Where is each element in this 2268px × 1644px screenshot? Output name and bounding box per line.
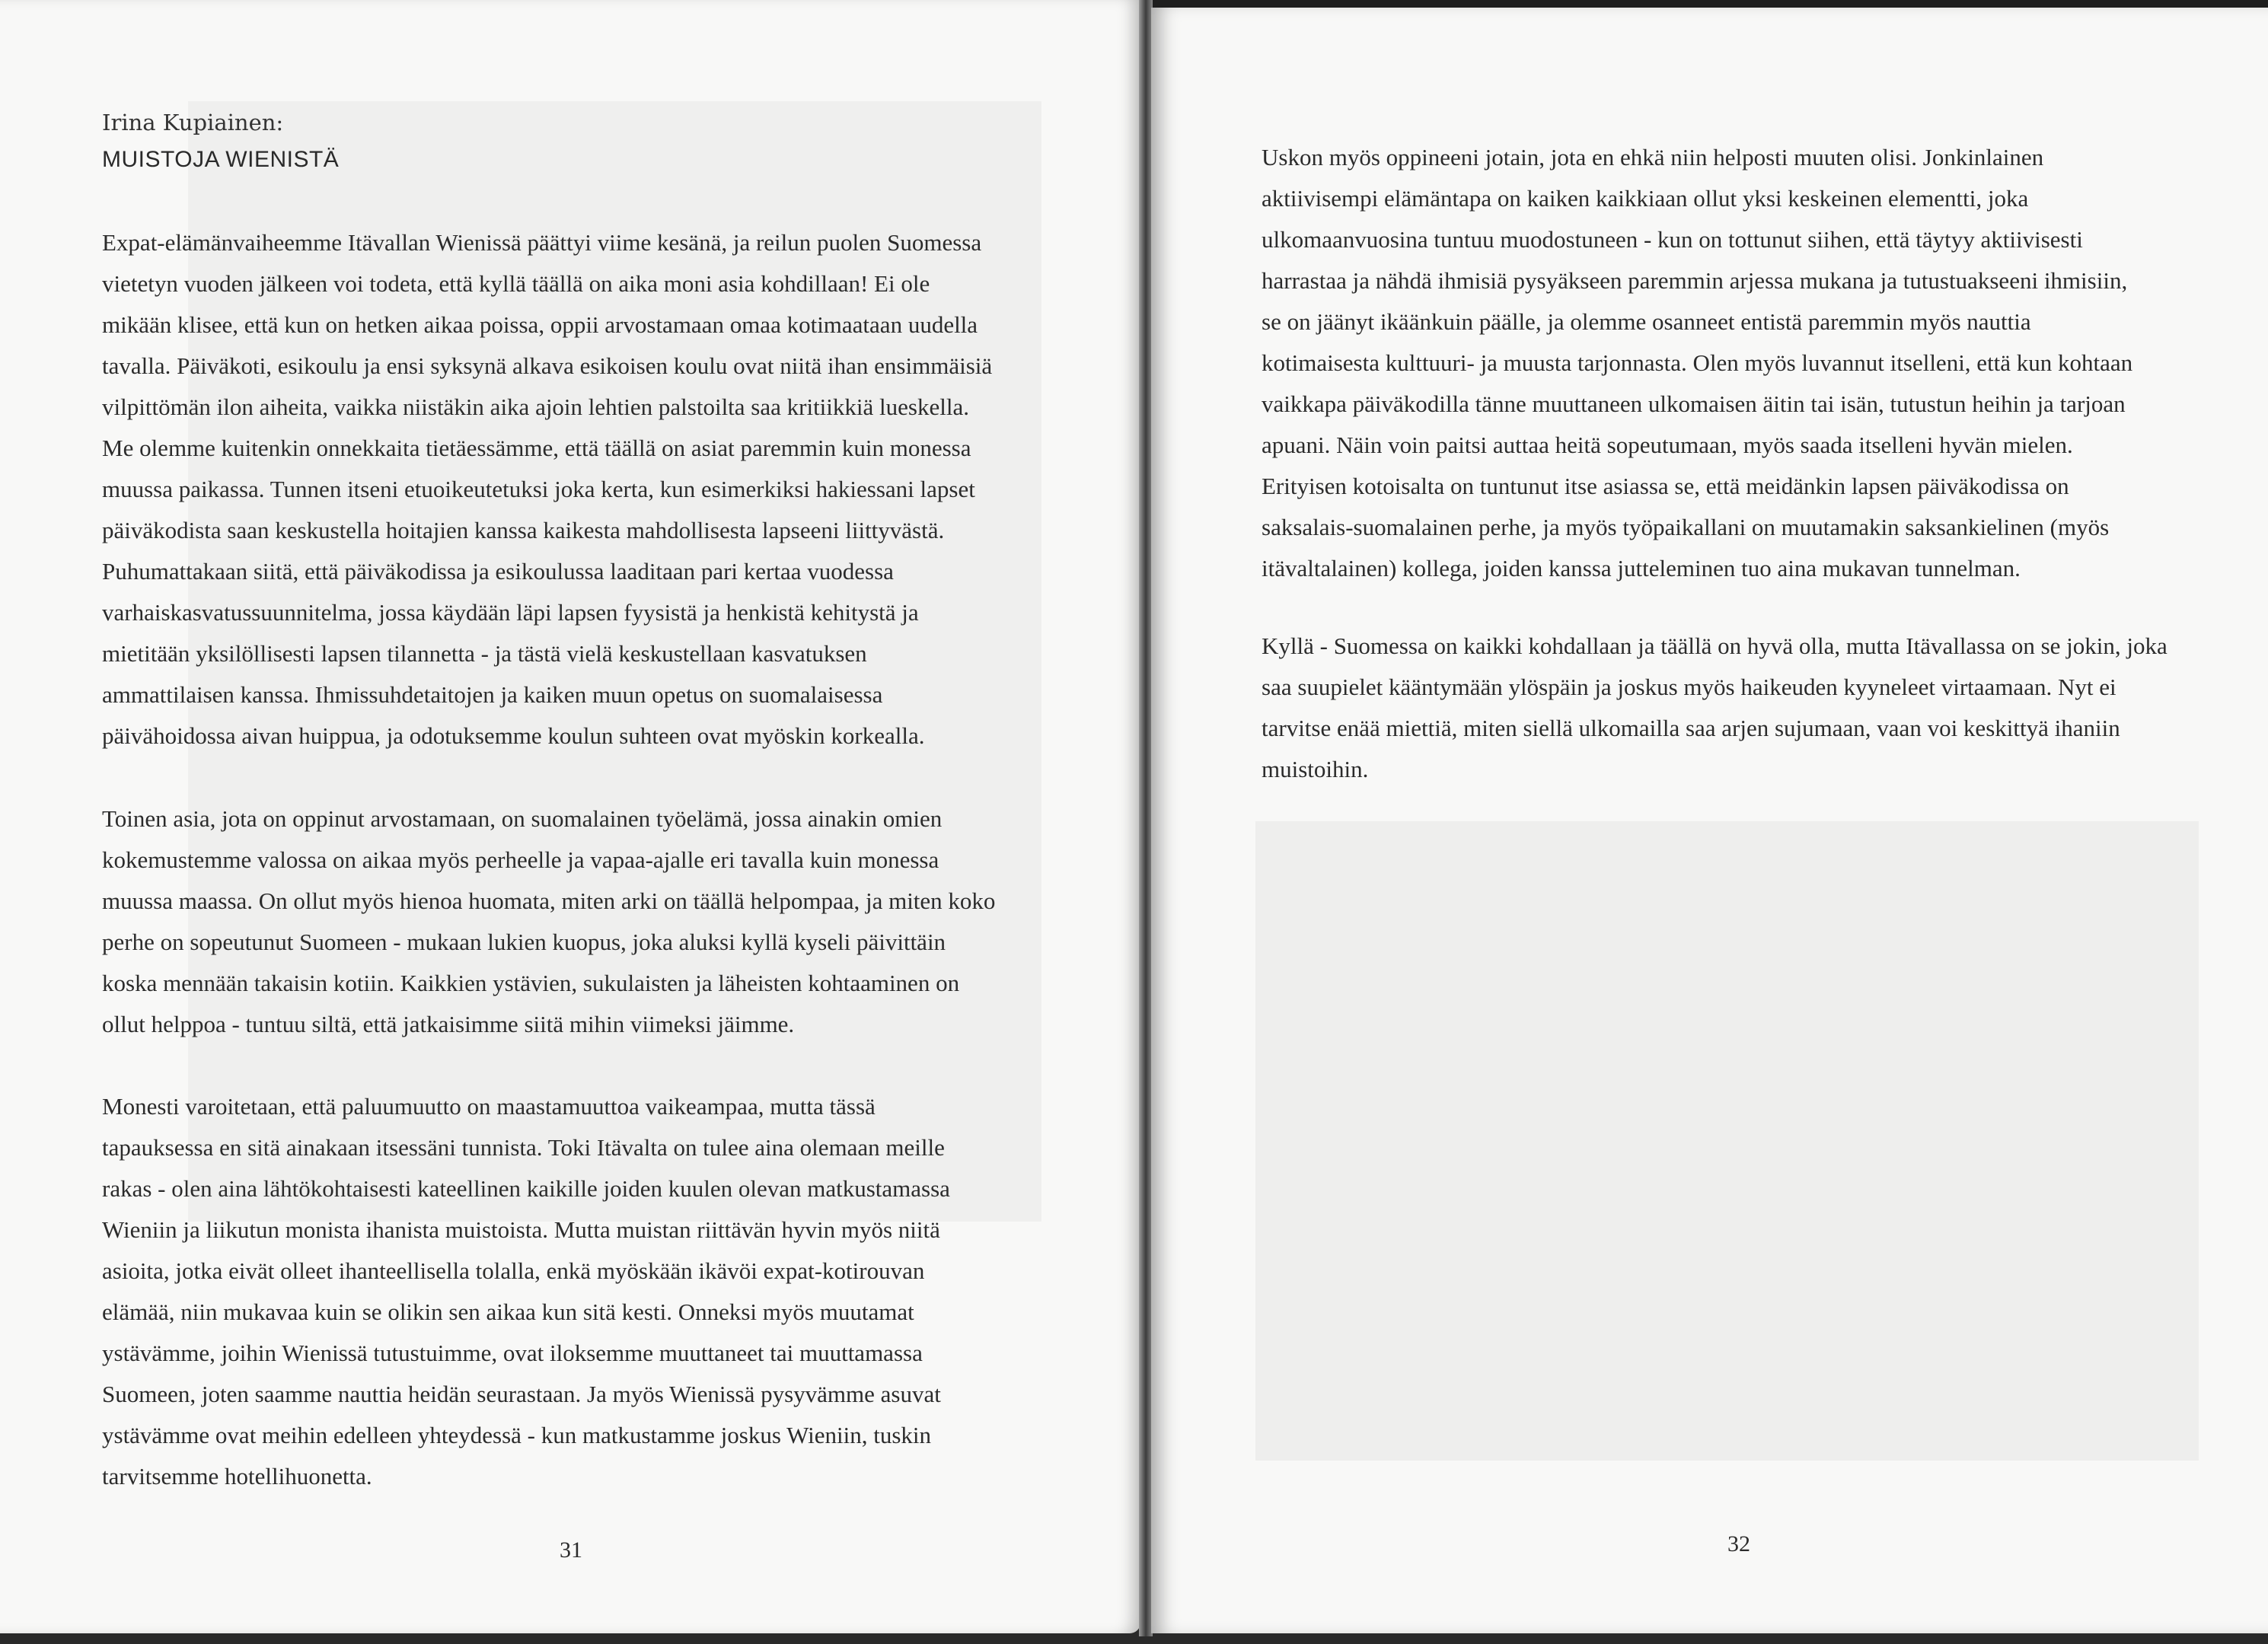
text-line: vaikkapa päiväkodilla tänne muuttaneen ulkomaisen äitin tai isän, tutustun heihin ja tarjoan xyxy=(1262,390,2126,417)
text-line: harrastaa ja nähdä ihmisiä pysyäkseen paremmin arjessa mukana ja tutustuakseeni ihmisiin, xyxy=(1262,267,2128,294)
paragraph xyxy=(102,222,992,757)
text-line: kokemustemme valossa on aikaa myös perheelle ja vapaa-ajalle eri tavalla kuin monessa xyxy=(102,846,939,873)
text-line: muussa paikassa. Tunnen itseni etuoikeutetuksi joka kerta, kun esimerkiksi hakiessani lapset xyxy=(102,476,975,502)
paragraph xyxy=(1262,137,2132,589)
page-number: 32 xyxy=(1727,1531,1750,1556)
text-line: Me olemme kuitenkin onnekkaita tietäessämme, että täällä on asiat paremmin kuin monessa xyxy=(102,435,971,461)
text-line: ollut helppoa - tuntuu siltä, että jatkaisimme siitä mihin viimeksi jäimme. xyxy=(102,1011,795,1037)
text-line: Toinen asia, jota on oppinut arvostamaan, on suomalainen työelämä, jossa ainakin omien xyxy=(102,805,943,832)
text-line: ammattilaisen kanssa. Ihmissuhdetaitojen ja kaiken muun opetus on suomalaisessa xyxy=(102,681,883,708)
text-line: varhaiskasvatussuunnitelma, jossa käydään läpi lapsen fyysistä ja henkistä kehitystä ja xyxy=(102,599,919,626)
paragraph xyxy=(1262,626,2168,790)
show-through-shading xyxy=(1255,821,2199,1461)
text-line: muussa maassa. On ollut myös hienoa huomata, miten arki on täällä helpompaa, ja miten koko xyxy=(102,887,996,914)
text-line: ulkomaanvuosina tuntuu muodostuneen - kun on tottunut siihen, että täytyy aktiivisesti xyxy=(1262,226,2083,253)
article-author: Irina Kupiainen: xyxy=(102,110,284,135)
text-line: ystävämme, joihin Wienissä tutustuimme, ovat iloksemme muuttaneet tai muuttamassa xyxy=(102,1340,923,1366)
paragraph xyxy=(102,1086,950,1497)
text-line: saa suupielet kääntymään ylöspäin ja joskus myös haikeuden kyyneleet virtaamaan. Nyt ei xyxy=(1262,674,2116,700)
text-line: Kyllä - Suomessa on kaikki kohdallaan ja täällä on hyvä olla, mutta Itävallassa on se jokin, joka xyxy=(1262,632,2168,659)
text-line: mietitään yksilöllisesti lapsen tilannetta - ja tästä vielä keskustellaan kasvatuksen xyxy=(102,640,867,667)
paragraph xyxy=(102,798,995,1045)
text-line: itävaltalainen) kollega, joiden kanssa jutteleminen tuo aina mukavan tunnelman. xyxy=(1262,555,2021,581)
text-line: Monesti varoitetaan, että paluumuutto on maastamuuttoa vaikeampaa, mutta tässä xyxy=(102,1093,876,1120)
text-line: koska mennään takaisin kotiin. Kaikkien ystävien, sukulaisten ja läheisten kohtaaminen on xyxy=(102,970,960,996)
text-line: päivähoidossa aivan huippua, ja odotuksemme koulun suhteen ovat myöskin korkealla. xyxy=(102,722,925,749)
text-line: Erityisen kotoisalta on tuntunut itse asiassa se, että meidänkin lapsen päiväkodissa on xyxy=(1262,473,2069,499)
left-page xyxy=(0,0,1140,1633)
right-page xyxy=(1151,8,2268,1633)
text-line: ystävämme ovat meihin edelleen yhteydessä - kun matkustamme joskus Wieniin, tuskin xyxy=(102,1422,931,1448)
text-line: rakas - olen aina lähtökohtaisesti kateellinen kaikille joiden kuulen olevan matkustamassa xyxy=(102,1175,950,1202)
text-line: tarvitsemme hotellihuonetta. xyxy=(102,1463,372,1489)
text-line: perhe on sopeutunut Suomeen - mukaan lukien kuopus, joka aluksi kyllä kyseli päivittäin xyxy=(102,929,946,955)
text-line: se on jäänyt ikäänkuin päälle, ja olemme osanneet entistä paremmin myös nauttia xyxy=(1262,308,2031,335)
text-line: tapauksessa en sitä ainakaan itsessäni tunnista. Toki Itävalta on tulee aina olemaan meille xyxy=(102,1134,945,1161)
text-line: tavalla. Päiväkoti, esikoulu ja ensi syksynä alkava esikoisen koulu ovat niitä ihan ensimmäisiä xyxy=(102,352,993,379)
text-line: vilpittömän ilon aiheita, vaikka niistäkin aika ajoin lehtien palstoilta saa kritiikkiä lueskella. xyxy=(102,393,969,420)
text-line: muistoihin. xyxy=(1262,756,1369,782)
text-line: kotimaisesta kulttuuri- ja muusta tarjonnasta. Olen myös luvannut itselleni, että kun kohtaan xyxy=(1262,349,2133,376)
text-line: mikään klisee, että kun on hetken aikaa poissa, oppii arvostamaan omaa kotimaataan uudella xyxy=(102,311,978,338)
text-line: tarvitse enää miettiä, miten siellä ulkomailla saa arjen sujumaan, vaan voi keskittyä ihaniin xyxy=(1262,715,2120,741)
text-line: Suomeen, joten saamme nauttia heidän seurastaan. Ja myös Wienissä pysyvämme asuvat xyxy=(102,1381,941,1407)
text-line: asioita, jotka eivät olleet ihanteellisella tolalla, enkä myöskään ikävöi expat-kotirouvan xyxy=(102,1257,925,1284)
text-line: Wieniin ja liikutun monista ihanista muistoista. Mutta muistan riittävän hyvin myös niitä xyxy=(102,1216,940,1243)
text-line: Puhumattakaan siitä, että päiväkodissa ja esikoulussa laaditaan pari kertaa vuodessa xyxy=(102,558,894,585)
text-line: vietetyn vuoden jälkeen voi todeta, että kyllä täällä on aika moni asia kohdillaan! Ei ole xyxy=(102,270,930,297)
text-line: Expat-elämänvaiheemme Itävallan Wienissä päättyi viime kesänä, ja reilun puolen Suomessa xyxy=(102,229,982,256)
text-line: elämää, niin mukavaa kuin se olikin sen aikaa kun sitä kesti. Onneksi myös muutamat xyxy=(102,1298,914,1325)
text-line: apuani. Näin voin paitsi auttaa heitä sopeutumaan, myös saada itselleni hyvän mielen. xyxy=(1262,432,2073,458)
text-line: Uskon myös oppineeni jotain, jota en ehkä niin helposti muuten olisi. Jonkinlainen xyxy=(1262,144,2044,170)
text-line: saksalais-suomalainen perhe, ja myös työpaikallani on muutamakin saksankielinen (myös xyxy=(1262,514,2110,540)
text-line: aktiivisempi elämäntapa on kaiken kaikkiaan ollut yksi keskeinen elementti, joka xyxy=(1262,185,2029,212)
text-line: päiväkodista saan keskustella hoitajien kanssa kaikesta mahdollisesta lapseeni liittyvästä. xyxy=(102,517,945,543)
article-title: MUISTOJA WIENISTÄ xyxy=(102,147,340,172)
page-number: 31 xyxy=(560,1537,582,1563)
